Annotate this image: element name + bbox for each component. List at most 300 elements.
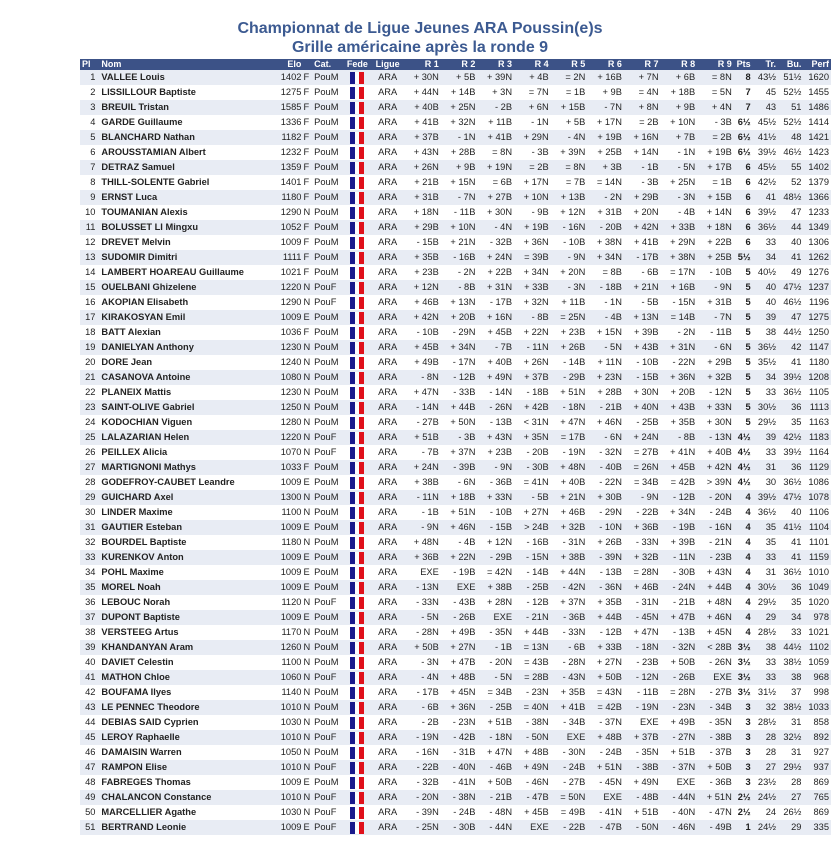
cell-pl: 36 <box>85 597 96 607</box>
cell-pl: 28 <box>85 477 96 487</box>
cell-r9: - 24B <box>709 507 732 517</box>
cell-category: PouM <box>314 102 339 112</box>
player-name: KURENKOV Anton <box>101 552 184 562</box>
header-r6: R 6 <box>587 59 624 70</box>
cell-r3: - 4N <box>494 222 513 232</box>
cell-tr: 41½ <box>757 132 777 142</box>
cell-ligue: ARA <box>378 777 398 787</box>
cell-r8: - 22N <box>672 357 696 367</box>
france-flag-icon <box>350 687 364 699</box>
cell-elo-type: F <box>303 327 310 337</box>
cell-r6: = 42B <box>597 702 622 712</box>
cell-r5: - 42N <box>562 582 586 592</box>
cell-r8: + 38N <box>670 252 696 262</box>
cell-r5: - 31N <box>562 537 586 547</box>
france-flag-icon <box>350 447 364 459</box>
cell-r9: - 21N <box>709 537 732 547</box>
table-row <box>80 640 831 655</box>
cell-r2: - 7N <box>457 192 476 202</box>
cell-category: PouM <box>314 252 339 262</box>
cell-fede <box>344 160 372 175</box>
cell-r3: - 44N <box>489 822 513 832</box>
cell-pl: 20 <box>85 357 96 367</box>
cell-pl: 24 <box>85 417 96 427</box>
cell-elo-type: E <box>303 477 310 487</box>
cell-tr: 33 <box>765 387 777 397</box>
cell-ligue: ARA <box>378 342 398 352</box>
cell-r1: + 42N <box>413 312 439 322</box>
cell-elo: 1140 <box>281 687 302 697</box>
cell-r3: + 31N <box>486 282 513 292</box>
cell-tr: 36½ <box>757 342 777 352</box>
cell-perf: 978 <box>813 612 829 622</box>
cell-elo: 1359 <box>280 162 302 172</box>
cell-tr: 39 <box>765 432 777 442</box>
cell-r6: - 7N <box>604 102 622 112</box>
cell-perf: 869 <box>813 807 829 817</box>
cell-r5: + 20N <box>560 267 586 277</box>
cell-tr: 40 <box>765 297 777 307</box>
cell-category: PouM <box>314 657 339 667</box>
cell-r2: + 45N <box>450 687 476 697</box>
player-name: TOUMANIAN Alexis <box>101 207 188 217</box>
title-line-2: Grille américaine après la ronde 9 <box>291 39 549 56</box>
cell-r2: + 13N <box>450 297 476 307</box>
cell-category: PouM <box>314 87 339 97</box>
cell-r7: = 28N <box>633 567 659 577</box>
cell-r1: + 26N <box>413 162 439 172</box>
cell-r9: = 2B <box>712 132 732 142</box>
cell-r5: + 26B <box>560 342 586 352</box>
cell-r8: - 5N <box>677 162 696 172</box>
cell-pl: 33 <box>85 552 96 562</box>
cell-r8: + 34N <box>670 507 696 517</box>
cell-r1: - 15B <box>416 237 439 247</box>
cell-ligue: ARA <box>378 222 398 232</box>
cell-perf: 869 <box>813 777 829 787</box>
cell-r7: - 3B <box>641 177 659 187</box>
cell-tr: 28 <box>765 747 777 757</box>
cell-r4: - 14B <box>526 567 549 577</box>
cell-r6: = 43N <box>596 687 622 697</box>
cell-r6: - 29N <box>599 507 622 517</box>
cell-r9: - 12N <box>709 387 732 397</box>
cell-ligue: ARA <box>378 72 398 82</box>
cell-fede <box>344 670 372 685</box>
header-r3: R 3 <box>477 59 514 70</box>
cell-r2: + 47B <box>450 657 476 667</box>
cell-bu: 36½ <box>783 567 802 577</box>
cell-r4: - 47B <box>526 792 549 802</box>
cell-tr: 45½ <box>757 117 777 127</box>
cell-r5: = 7B <box>565 177 586 187</box>
cell-r3: EXE <box>493 612 513 622</box>
cell-pts: 4 <box>745 552 751 562</box>
table-row <box>80 595 831 610</box>
cell-r9: + 50B <box>707 762 732 772</box>
cell-r2: - 8B <box>458 282 476 292</box>
cell-r1: - 33N <box>416 597 439 607</box>
cell-fede <box>344 115 372 130</box>
cell-bu: 28 <box>791 777 802 787</box>
cell-pl: 35 <box>85 582 96 592</box>
cell-r6: - 20B <box>599 222 622 232</box>
table-row <box>80 415 831 430</box>
cell-r8: - 44N <box>672 792 696 802</box>
cell-fede <box>344 355 372 370</box>
cell-perf: 1486 <box>808 102 829 112</box>
cell-r7: + 51B <box>633 807 659 817</box>
cell-r1: - 13N <box>416 582 439 592</box>
cell-tr: 41 <box>765 192 777 202</box>
cell-category: PouM <box>314 477 339 487</box>
cell-r6: - 40B <box>599 462 622 472</box>
cell-r7: - 50N <box>635 822 659 832</box>
cell-r9: + 44B <box>707 582 732 592</box>
cell-r9: + 48N <box>706 597 732 607</box>
table-row <box>80 745 831 760</box>
cell-category: PouM <box>314 687 339 697</box>
cell-r9: > 39N <box>706 477 732 487</box>
cell-pts: 4½ <box>737 432 751 442</box>
cell-fede <box>344 535 372 550</box>
cell-r4: = 2B <box>529 162 549 172</box>
cell-r5: - 24B <box>563 762 586 772</box>
cell-elo-type: F <box>303 192 310 202</box>
cell-bu: 52 <box>791 177 802 187</box>
france-flag-icon <box>350 792 364 804</box>
cell-fede <box>344 550 372 565</box>
cell-r4: - 23N <box>525 687 549 697</box>
cell-r3: + 22B <box>487 267 513 277</box>
cell-category: PouM <box>314 72 339 82</box>
cell-perf: 1129 <box>809 462 829 472</box>
cell-tr: 24 <box>765 807 777 817</box>
cell-r3: + 45B <box>487 327 513 337</box>
cell-category: PouM <box>314 117 339 127</box>
cell-r1: - 14N <box>416 402 439 412</box>
cell-bu: 36 <box>791 402 802 412</box>
cell-perf: 1101 <box>809 537 829 547</box>
cell-pl: 1 <box>90 72 96 82</box>
cell-category: PouF <box>314 672 337 682</box>
cell-r8: + 6B <box>675 72 696 82</box>
table-row <box>80 250 831 265</box>
cell-elo-type: F <box>303 222 310 232</box>
cell-category: PouM <box>314 552 339 562</box>
player-name: KHANDANYAN Aram <box>101 642 194 652</box>
cell-pts: 2½ <box>737 807 751 817</box>
cell-bu: 34 <box>791 612 802 622</box>
cell-fede <box>344 280 372 295</box>
cell-r4: + 6N <box>528 102 549 112</box>
cell-r1: - 16N <box>416 747 439 757</box>
cell-r4: + 26N <box>523 357 549 367</box>
cell-ligue: ARA <box>378 147 398 157</box>
cell-r8: + 45B <box>670 462 696 472</box>
cell-perf: 1196 <box>809 297 829 307</box>
cell-elo-type: N <box>303 282 311 292</box>
cell-r9: + 43N <box>706 567 732 577</box>
cell-elo: 1009 <box>280 522 302 532</box>
cell-tr: 31 <box>765 462 777 472</box>
cell-r8: + 47B <box>670 612 696 622</box>
france-flag-icon <box>350 732 364 744</box>
cell-r1: - 17B <box>416 687 439 697</box>
cell-r1: + 36B <box>414 552 439 562</box>
cell-elo-type: E <box>303 567 310 577</box>
cell-tr: 33 <box>765 237 777 247</box>
cell-bu: 38½ <box>783 657 802 667</box>
cell-r7: - 38B <box>636 762 659 772</box>
cell-bu: 52½ <box>783 87 802 97</box>
cell-pl: 43 <box>85 702 96 712</box>
cell-r3: = 42N <box>486 567 513 577</box>
cell-bu: 46½ <box>783 147 802 157</box>
cell-r2: - 38N <box>452 792 476 802</box>
cell-r7: + 39B <box>633 327 659 337</box>
cell-r8: + 36N <box>670 372 696 382</box>
cell-r9: - 23B <box>709 552 732 562</box>
cell-r9: + 46N <box>706 612 732 622</box>
cell-pl: 49 <box>85 792 96 802</box>
cell-r5: - 29B <box>563 372 586 382</box>
cell-r2: - 29N <box>452 327 476 337</box>
cell-r9: + 45N <box>706 627 732 637</box>
france-flag-icon <box>350 642 364 654</box>
cell-r8: - 2N <box>677 327 696 337</box>
cell-category: PouF <box>314 822 337 832</box>
cell-r8: + 25N <box>670 177 696 187</box>
cell-perf: 998 <box>813 687 829 697</box>
player-name: AROUSSTAMIAN Albert <box>101 147 206 157</box>
cell-elo: 1260 <box>280 642 302 652</box>
cell-pts: 4½ <box>737 462 751 472</box>
cell-r3: + 3N <box>492 87 513 97</box>
cell-r6: + 38N <box>596 237 622 247</box>
cell-fede <box>344 745 372 760</box>
cell-r4: + 22N <box>523 327 549 337</box>
cell-bu: 29½ <box>783 762 802 772</box>
cell-r1: + 18N <box>413 207 439 217</box>
cell-fede <box>344 445 372 460</box>
table-row <box>80 550 831 565</box>
cell-r5: - 4N <box>567 132 586 142</box>
cell-elo: 1100 <box>281 657 302 667</box>
cell-pl: 3 <box>90 102 96 112</box>
cell-r4: + 32N <box>523 297 549 307</box>
cell-r9: + 33N <box>706 402 732 412</box>
cell-r9: + 51N <box>706 792 732 802</box>
cell-r6: + 9B <box>602 87 622 97</box>
cell-perf: 1164 <box>809 447 829 457</box>
header-r7: R 7 <box>624 59 661 70</box>
cell-perf: 1421 <box>808 132 829 142</box>
cell-fede <box>344 580 372 595</box>
cell-fede <box>344 310 372 325</box>
cell-pl: 27 <box>85 462 96 472</box>
cell-pl: 16 <box>85 297 96 307</box>
cell-fede <box>344 370 372 385</box>
cell-r5: + 46B <box>560 507 586 517</box>
cell-r4: - 9B <box>531 207 549 217</box>
player-name: DANIELYAN Anthony <box>101 342 194 352</box>
cell-r7: - 19N <box>635 702 659 712</box>
cell-r2: + 46N <box>450 522 476 532</box>
cell-r5: - 14B <box>563 357 586 367</box>
table-row <box>80 535 831 550</box>
player-name: PEILLEX Alicia <box>101 447 168 457</box>
cell-elo: 1100 <box>281 507 302 517</box>
cell-r7: + 8N <box>638 102 659 112</box>
cell-elo-type: N <box>303 672 311 682</box>
cell-r8: + 49B <box>670 717 696 727</box>
cell-pl: 14 <box>85 267 96 277</box>
cell-r1: + 50B <box>414 642 439 652</box>
cell-r3: + 47N <box>486 747 513 757</box>
cell-r4: - 15N <box>525 552 549 562</box>
cell-elo-type: N <box>303 702 311 712</box>
cell-ligue: ARA <box>378 102 398 112</box>
cell-pl: 29 <box>85 492 96 502</box>
cell-ligue: ARA <box>378 612 398 622</box>
cell-r4: + 27N <box>523 507 549 517</box>
cell-elo-type: F <box>303 132 310 142</box>
france-flag-icon <box>350 552 364 564</box>
cell-r9: - 38B <box>709 732 732 742</box>
cell-pl: 18 <box>85 327 96 337</box>
cell-elo: 1230 <box>280 387 302 397</box>
cell-r6: - 10N <box>599 522 622 532</box>
cell-category: PouF <box>314 297 337 307</box>
cell-fede <box>344 70 372 85</box>
cell-ligue: ARA <box>378 762 398 772</box>
cell-r3: + 50B <box>487 777 513 787</box>
cell-r1: - 8N <box>421 372 439 382</box>
cell-perf: 858 <box>813 717 829 727</box>
standings-table <box>80 59 831 835</box>
cell-r3: - 13B <box>489 417 513 427</box>
cell-perf: 1106 <box>809 507 829 517</box>
cell-pts: 3 <box>745 747 751 757</box>
cell-ligue: ARA <box>378 717 398 727</box>
cell-pts: 5 <box>745 387 751 397</box>
cell-r6: - 39N <box>599 552 622 562</box>
cell-r6: - 36N <box>599 582 622 592</box>
cell-r8: = 17N <box>670 267 696 277</box>
cell-r1: - 5N <box>421 612 439 622</box>
cell-r2: + 50N <box>450 417 476 427</box>
cell-r8: - 30B <box>672 567 696 577</box>
cell-perf: 1250 <box>808 327 829 337</box>
france-flag-icon <box>350 492 364 504</box>
cell-tr: 30½ <box>757 402 777 412</box>
cell-r6: + 3B <box>602 162 622 172</box>
cell-r9: - 36B <box>709 777 732 787</box>
cell-r3: = 8N <box>492 147 513 157</box>
player-name: VERSTEEG Artus <box>101 627 179 637</box>
cell-ligue: ARA <box>378 537 398 547</box>
france-flag-icon <box>350 207 364 219</box>
cell-r7: + 30N <box>633 387 659 397</box>
cell-pts: 5 <box>745 267 751 277</box>
cell-category: PouM <box>314 237 339 247</box>
cell-pts: 3½ <box>737 657 751 667</box>
cell-fede <box>344 685 372 700</box>
cell-r4: - 5B <box>531 492 549 502</box>
cell-r7: + 41B <box>633 237 659 247</box>
cell-fede <box>344 655 372 670</box>
cell-fede <box>344 625 372 640</box>
cell-r9: + 32B <box>707 372 732 382</box>
cell-r1: + 31B <box>414 192 439 202</box>
header-r4: R 4 <box>514 59 551 70</box>
cell-pl: 25 <box>85 432 96 442</box>
player-name: ERNST Luca <box>101 192 158 202</box>
cell-r8: - 15N <box>672 297 696 307</box>
cell-category: PouM <box>314 372 339 382</box>
cell-category: PouM <box>314 522 339 532</box>
header-perf: Perf <box>803 59 831 70</box>
france-flag-icon <box>350 357 364 369</box>
france-flag-icon <box>350 177 364 189</box>
header-elo: Elo <box>271 59 302 70</box>
france-flag-icon <box>350 162 364 174</box>
cell-category: PouM <box>314 402 339 412</box>
cell-r2: - 24B <box>453 807 476 817</box>
cell-r7: - 5B <box>641 297 659 307</box>
cell-r7: + 40N <box>633 402 659 412</box>
cell-fede <box>344 250 372 265</box>
cell-r4: + 36N <box>523 237 549 247</box>
cell-r9: - 9N <box>714 282 732 292</box>
cell-bu: 40 <box>791 507 802 517</box>
cell-r5: + 11B <box>561 297 586 307</box>
cell-perf: 335 <box>813 822 829 832</box>
cell-pl: 4 <box>90 117 96 127</box>
cell-fede <box>344 475 372 490</box>
cell-tr: 40½ <box>757 267 777 277</box>
cell-elo-type: N <box>303 507 311 517</box>
cell-category: PouM <box>314 312 339 322</box>
cell-r3: + 39N <box>486 72 513 82</box>
cell-r7: - 15B <box>636 372 659 382</box>
france-flag-icon <box>350 252 364 264</box>
cell-tr: 35 <box>765 537 777 547</box>
cell-ligue: ARA <box>378 207 398 217</box>
cell-bu: 51½ <box>783 72 802 82</box>
cell-fede <box>344 460 372 475</box>
cell-elo-type: N <box>303 207 311 217</box>
player-name: GUICHARD Axel <box>101 492 174 502</box>
cell-r6: + 34N <box>596 252 622 262</box>
cell-r2: - 41N <box>452 777 476 787</box>
cell-r5: = 49B <box>560 807 586 817</box>
cell-fede <box>344 190 372 205</box>
cell-r3: + 43N <box>486 432 513 442</box>
cell-r9: - 11B <box>710 327 732 337</box>
cell-ligue: ARA <box>378 492 398 502</box>
cell-category: PouM <box>314 537 339 547</box>
cell-pts: 6 <box>745 192 751 202</box>
cell-pl: 48 <box>85 777 96 787</box>
cell-r7: + 43B <box>633 342 659 352</box>
cell-r2: + 14B <box>450 87 476 97</box>
cell-r9: - 37B <box>709 747 732 757</box>
cell-bu: 47½ <box>783 492 802 502</box>
cell-ligue: ARA <box>378 192 398 202</box>
cell-r6: - 5N <box>604 342 622 352</box>
